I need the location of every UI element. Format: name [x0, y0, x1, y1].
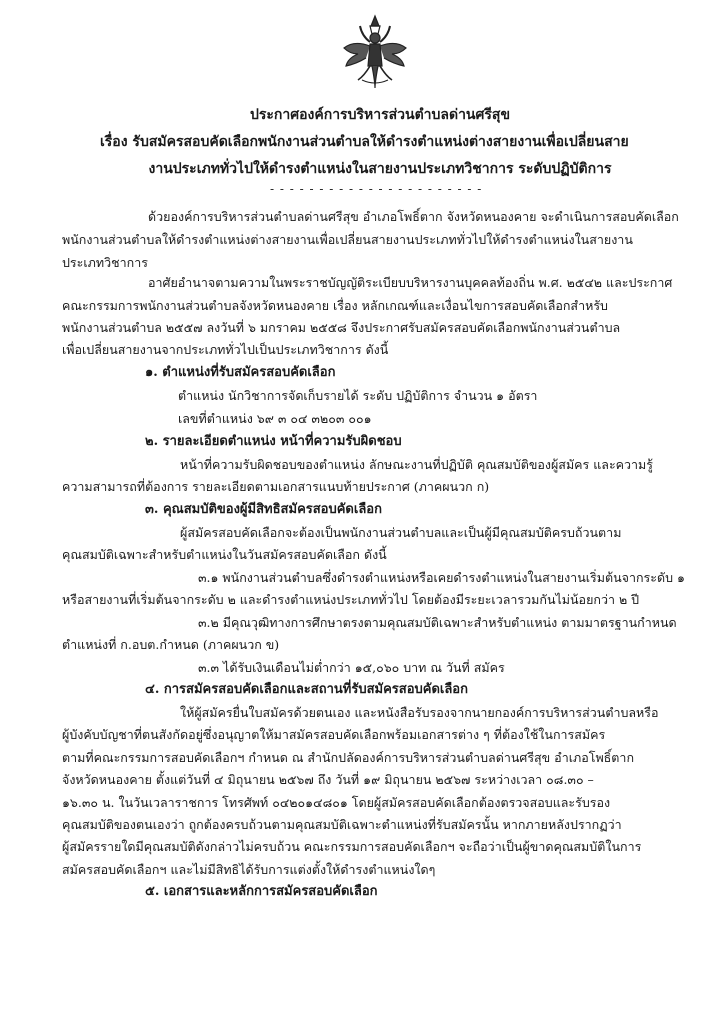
body-text-line: ตามที่คณะกรรมการสอบคัดเลือกฯ กำหนด ณ สำนักปลัดองค์การบริหารส่วนตำบลด่านศรีสุข อำเภอโพธิ์ตาก [62, 750, 635, 765]
title-divider: - - - - - - - - - - - - - - - - - - - - - - [270, 182, 483, 196]
body-text-line: ๓.๑ พนักงานส่วนตำบลซึ่งดำรงตำแหน่งหรือเคยดำรงตำแหน่งในสายงานเริ่มต้นจากระดับ ๑ [198, 570, 685, 585]
body-text-line: เพื่อเปลี่ยนสายงานจากประเภททั่วไปเป็นประเภทวิชาการ ดังนี้ [62, 342, 389, 357]
body-text-line: หน้าที่ความรับผิดชอบของตำแหน่ง ลักษณะงานที่ปฏิบัติ คุณสมบัติของผู้สมัคร และความรู้ [180, 457, 654, 472]
body-text-line: ผู้สมัครรายใดมีคุณสมบัติดังกล่าวไม่ครบถ้วน คณะกรรมการสอบคัดเลือกฯ จะถือว่าเป็นผู้ขาดคุณสมบัติในการ [62, 839, 642, 854]
body-text-line: เลขที่ตำแหน่ง ๖๙ ๓ ๐๔ ๓๒๐๓ ๐๐๑ [178, 411, 372, 426]
body-text-line: ผู้สมัครสอบคัดเลือกจะต้องเป็นพนักงานส่วนตำบลและเป็นผู้มีคุณสมบัติครบถ้วนตาม [180, 525, 622, 540]
section-heading: ๒. รายละเอียดตำแหน่ง หน้าที่ความรับผิดชอบ [145, 434, 402, 449]
body-text-line: อาศัยอำนาจตามความในพระราชบัญญัติระเบียบบริหารงานบุคคลท้องถิ่น พ.ศ. ๒๕๔๒ และประกาศ [148, 275, 673, 290]
body-text-line: ให้ผู้สมัครยื่นใบสมัครด้วยตนเอง และหนังสือรับรองจากนายกองค์การบริหารส่วนตำบลหรือ [180, 705, 659, 720]
announcement-subject: เรื่อง รับสมัครสอบคัดเลือกพนักงานส่วนตำบลให้ดำรงตำแหน่งต่างสายงานเพื่อเปลี่ยนสาย [100, 134, 629, 150]
section-heading: ๔. การสมัครสอบคัดเลือกและสถานที่รับสมัครสอบคัดเลือก [145, 682, 468, 697]
body-text-line: คุณสมบัติเฉพาะสำหรับตำแหน่งในวันสมัครสอบคัดเลือก ดังนี้ [62, 547, 387, 562]
body-text-line: ๓.๒ มีคุณวุฒิทางการศึกษาตรงตามคุณสมบัติเฉพาะสำหรับตำแหน่ง ตามมาตรฐานกำหนด [198, 615, 677, 630]
body-text-line: ตำแหน่ง นักวิชาการจัดเก็บรายได้ ระดับ ปฏิบัติการ จำนวน ๑ อัตรา [178, 388, 538, 403]
body-text-line: พนักงานส่วนตำบล ๒๕๕๗ ลงวันที่ ๖ มกราคม ๒๕๕๘ จึงประกาศรับสมัครสอบคัดเลือกพนักงานส่วนตำบล [62, 320, 621, 335]
body-text-line: ผู้บังคับบัญชาที่ตนสังกัดอยู่ซึ่งอนุญาตให้มาสมัครสอบคัดเลือกพร้อมเอกสารต่าง ๆ ที่ต้องใช้ในการสมัคร [62, 727, 606, 742]
body-text-line: จังหวัดหนองคาย ตั้งแต่วันที่ ๔ มิถุนายน ๒๕๖๗ ถึง วันที่ ๑๙ มิถุนายน ๒๕๖๗ ระหว่างเวลา ๐๘.๓๐ – [62, 772, 594, 787]
body-text-line: หรือสายงานที่เริ่มต้นจากระดับ ๒ และดำรงตำแหน่งประเภททั่วไป โดยต้องมีระยะเวลารวมกันไม่น้อยกว่า ๒ ปี [62, 592, 640, 607]
body-text-line: ตำแหน่งที่ ก.อบต.กำหนด (ภาคผนวก ข) [62, 637, 280, 652]
body-text-line: คณะกรรมการพนักงานส่วนตำบลจังหวัดหนองคาย เรื่อง หลักเกณฑ์และเงื่อนไขการสอบคัดเลือกสำหรับ [62, 298, 608, 313]
garuda-emblem-icon [340, 14, 410, 90]
section-heading: ๕. เอกสารและหลักการสมัครสอบคัดเลือก [145, 884, 378, 899]
section-heading: ๑. ตำแหน่งที่รับสมัครสอบคัดเลือก [145, 365, 336, 380]
body-text-line: ประเภทวิชาการ [62, 255, 148, 270]
body-text-line: สมัครสอบคัดเลือกฯ และไม่มีสิทธิได้รับการแต่งตั้งให้ดำรงตำแหน่งใดๆ [62, 862, 436, 877]
body-text-line: ๓.๓ ได้รับเงินเดือนไม่ต่ำกว่า ๑๕,๐๖๐ บาท ณ วันที่ สมัคร [198, 660, 505, 675]
section-heading: ๓. คุณสมบัติของผู้มีสิทธิสมัครสอบคัดเลือก [145, 502, 382, 517]
announcement-subject-cont: งานประเภททั่วไปให้ดำรงตำแหน่งในสายงานประเภทวิชาการ ระดับปฏิบัติการ [148, 161, 612, 177]
body-text-line: ความสามารถที่ต้องการ รายละเอียดตามเอกสารแนบท้ายประกาศ (ภาคผนวก ก) [62, 479, 490, 494]
announcement-title: ประกาศองค์การบริหารส่วนตำบลด่านศรีสุข [249, 107, 511, 123]
body-text-line: ด้วยองค์การบริหารส่วนตำบลด่านศรีสุข อำเภอโพธิ์ตาก จังหวัดหนองคาย จะดำเนินการสอบคัดเลือก [148, 209, 679, 224]
body-text-line: คุณสมบัติของตนเองว่า ถูกต้องครบถ้วนตามคุณสมบัติเฉพาะตำแหน่งที่รับสมัครนั้น หากภายหลังปรากฏว่า [62, 817, 622, 832]
body-text-line: พนักงานส่วนตำบลให้ดำรงตำแหน่งต่างสายงานเพื่อเปลี่ยนสายงานประเภททั่วไปให้ดำรงตำแหน่งในสายงาน [62, 232, 633, 247]
body-text-line: ๑๖.๓๐ น. ในวันเวลาราชการ โทรศัพท์ ๐๔๒๐๑๔๘๐๑ โดยผู้สมัครสอบคัดเลือกต้องตรวจสอบและรับรอง [62, 795, 611, 810]
